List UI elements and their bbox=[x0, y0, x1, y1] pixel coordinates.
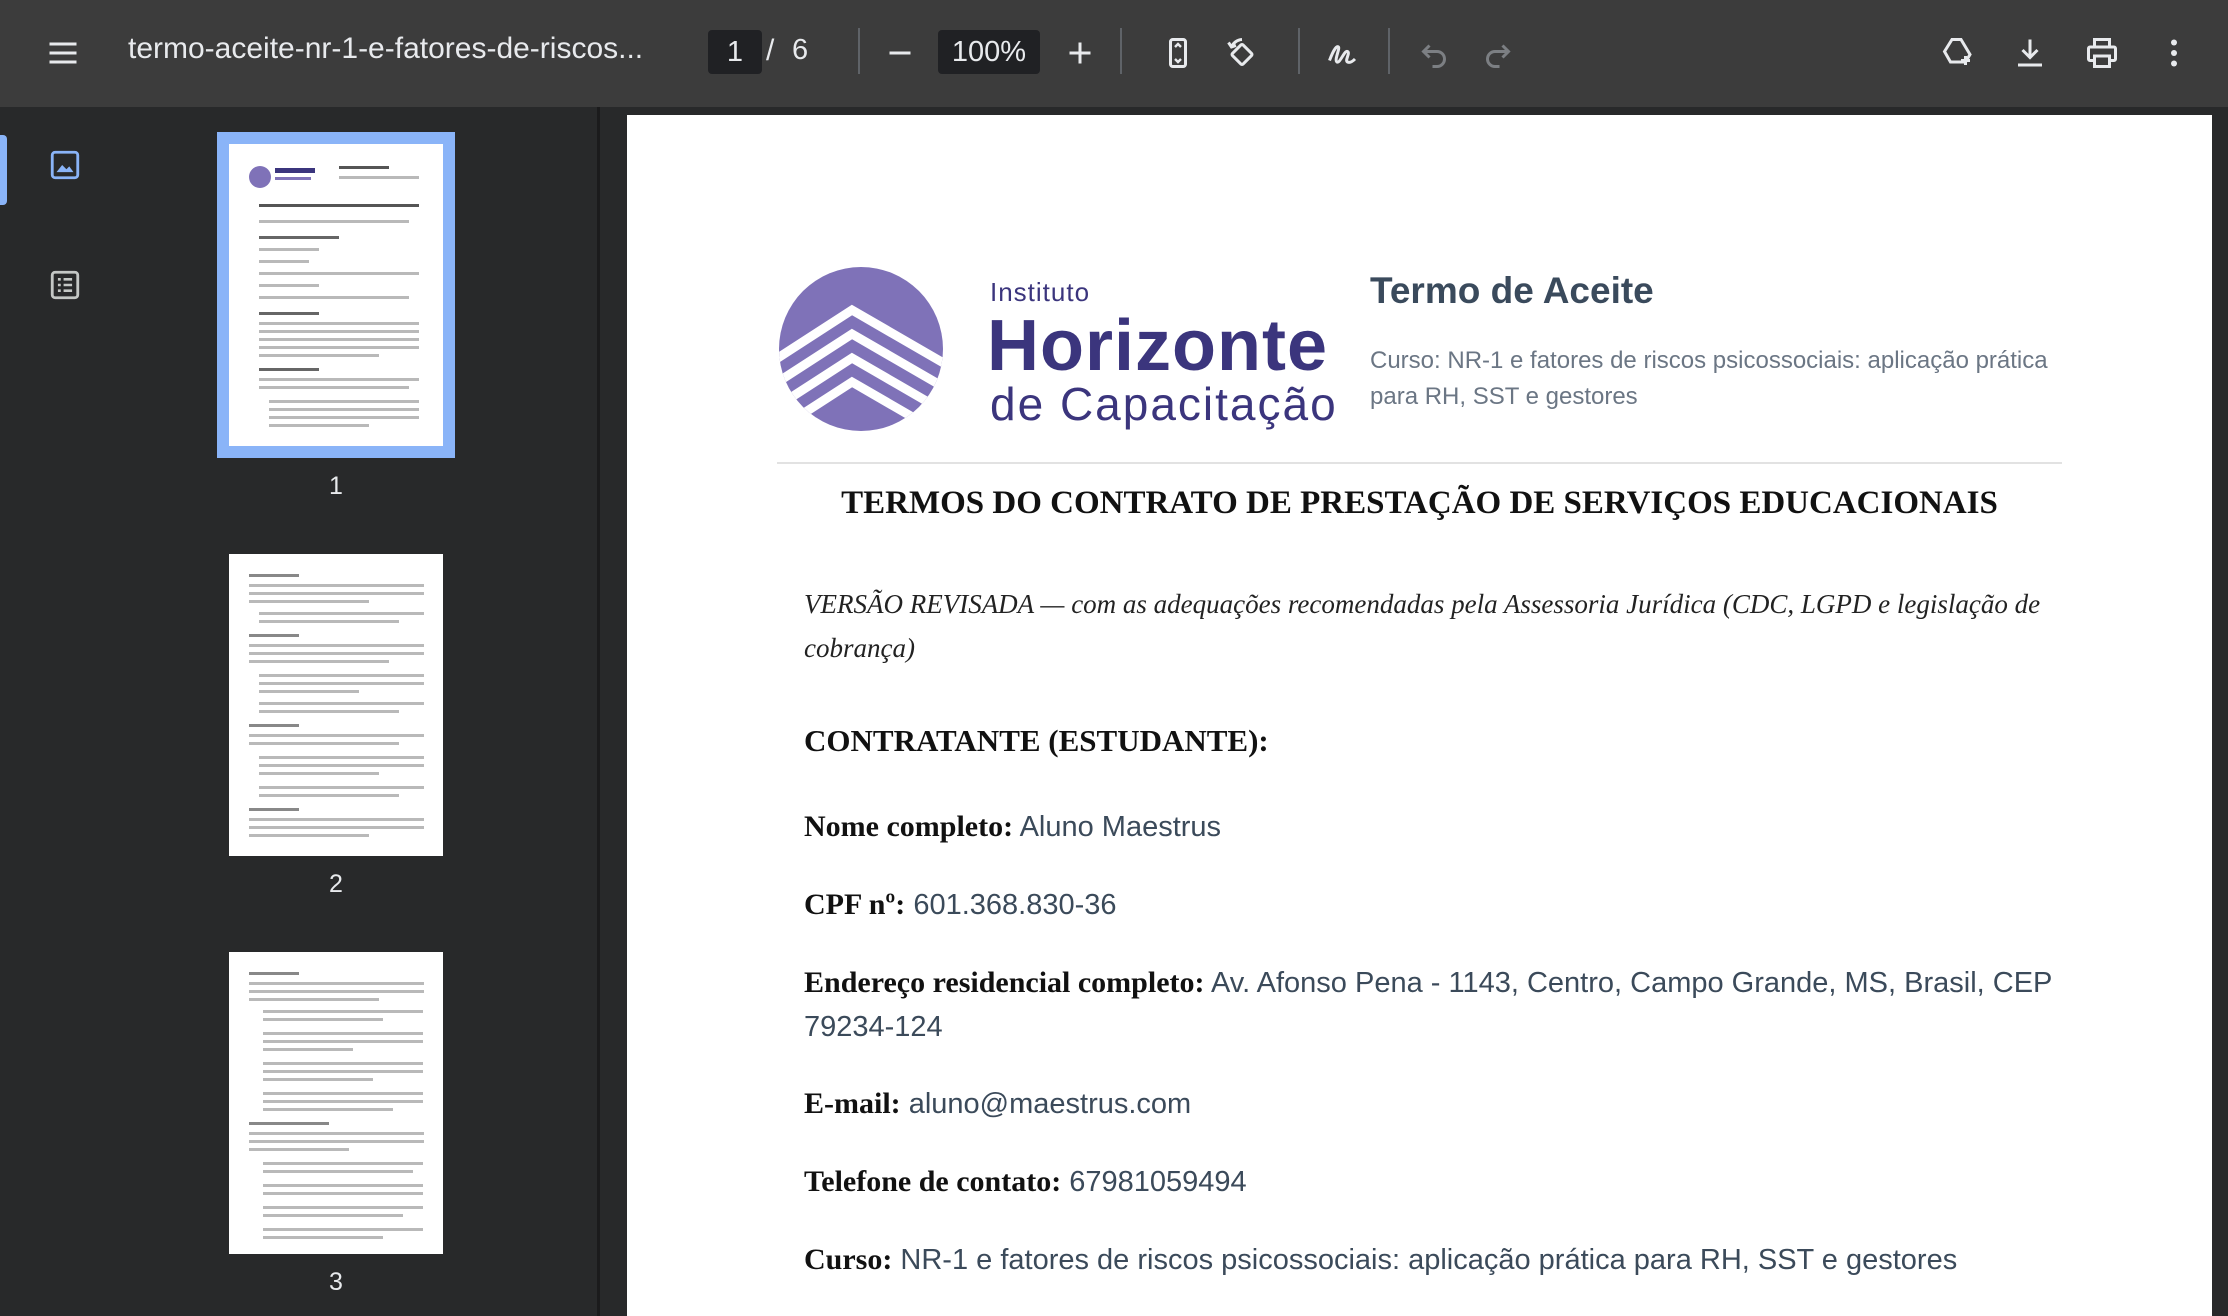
thumbnail-page-number: 2 bbox=[329, 870, 343, 898]
thumbnail-page-2[interactable] bbox=[217, 554, 455, 899]
current-page-input[interactable]: 1 bbox=[708, 30, 762, 74]
rotate-icon[interactable] bbox=[1212, 23, 1272, 83]
field-phone bbox=[804, 1160, 2074, 1204]
draw-icon[interactable] bbox=[1313, 23, 1373, 83]
image-icon bbox=[48, 148, 82, 182]
thumbnail-image bbox=[229, 144, 443, 446]
logo-text-main: Horizonte bbox=[987, 306, 1328, 386]
menu-icon[interactable] bbox=[33, 23, 93, 83]
document-page bbox=[627, 115, 2212, 1316]
thumbnails-tab[interactable] bbox=[0, 130, 130, 200]
toolbar-divider bbox=[1388, 28, 1390, 74]
page-separator: / bbox=[766, 34, 775, 67]
thumbnail-sidebar bbox=[0, 107, 600, 1316]
field-label: Curso: bbox=[804, 1243, 893, 1276]
more-options-icon[interactable] bbox=[2144, 23, 2204, 83]
download-icon[interactable] bbox=[2000, 23, 2060, 83]
undo-icon[interactable] bbox=[1404, 23, 1464, 83]
field-address bbox=[804, 961, 2074, 1049]
contract-heading: TERMOS DO CONTRATO DE PRESTAÇÃO DE SERVIÇOS EDUCACIONAIS bbox=[841, 485, 1998, 521]
field-label: Endereço residencial completo: bbox=[804, 966, 1205, 999]
thumbnail-page-number: 3 bbox=[329, 1268, 343, 1296]
field-value: Aluno Maestrus bbox=[1019, 811, 1222, 843]
add-to-drive-icon[interactable] bbox=[1928, 23, 1988, 83]
zoom-out-button[interactable] bbox=[870, 23, 930, 83]
zoom-level-input[interactable]: 100% bbox=[938, 30, 1040, 74]
field-value: Av. Afonso Pena - 1143, Centro, Campo Grande, MS, Brasil, CEP 79234-124 bbox=[804, 967, 2052, 1043]
list-icon bbox=[48, 268, 82, 302]
redo-icon[interactable] bbox=[1468, 23, 1528, 83]
thumbnail-image bbox=[229, 952, 443, 1254]
field-value: aluno@maestrus.com bbox=[908, 1088, 1192, 1120]
fit-page-icon[interactable] bbox=[1148, 23, 1208, 83]
version-note: VERSÃO REVISADA — com as adequações recomendadas pela Assessoria Jurídica (CDC, LGPD e legislação de cobrança) bbox=[804, 589, 2041, 663]
pdf-toolbar bbox=[0, 0, 2228, 107]
field-value: 601.368.830-36 bbox=[913, 889, 1117, 921]
outline-tab[interactable] bbox=[0, 250, 130, 320]
header-divider bbox=[777, 462, 2062, 464]
document-viewer[interactable] bbox=[603, 107, 2228, 1316]
total-pages: 6 bbox=[792, 34, 809, 66]
document-title: Termo de Aceite bbox=[1370, 270, 1654, 311]
field-label: E-mail: bbox=[804, 1087, 901, 1120]
institute-logo-icon bbox=[777, 265, 945, 433]
field-full-name bbox=[804, 805, 2074, 849]
field-label: CPF nº: bbox=[804, 888, 906, 921]
logo-text-small: Instituto bbox=[990, 277, 1091, 307]
section-title: CONTRATANTE (ESTUDANTE): bbox=[804, 723, 1269, 758]
logo-text-sub: de Capacitação bbox=[990, 378, 1338, 430]
thumbnail-image bbox=[229, 554, 443, 856]
thumbnail-page-1[interactable] bbox=[217, 144, 455, 501]
field-email bbox=[804, 1082, 2074, 1126]
zoom-in-button[interactable] bbox=[1050, 23, 1110, 83]
field-value: NR-1 e fatores de riscos psicossociais: aplicação prática para RH, SST e gestores bbox=[900, 1244, 1958, 1276]
print-icon[interactable] bbox=[2072, 23, 2132, 83]
toolbar-divider bbox=[1298, 28, 1300, 74]
field-course bbox=[804, 1238, 2074, 1282]
field-label: Telefone de contato: bbox=[804, 1165, 1062, 1198]
thumbnail-page-3[interactable] bbox=[217, 952, 455, 1297]
document-course-line: Curso: NR-1 e fatores de riscos psicossociais: aplicação prática para RH, SST e gestores bbox=[1370, 347, 2048, 410]
field-value: 67981059494 bbox=[1069, 1166, 1247, 1198]
thumbnail-page-number: 1 bbox=[329, 472, 343, 500]
toolbar-divider bbox=[858, 28, 860, 74]
toolbar-divider bbox=[1120, 28, 1122, 74]
document-filename: termo-aceite-nr-1-e-fatores-de-riscos... bbox=[128, 32, 644, 65]
field-label: Nome completo: bbox=[804, 810, 1014, 843]
field-cpf bbox=[804, 883, 2074, 927]
